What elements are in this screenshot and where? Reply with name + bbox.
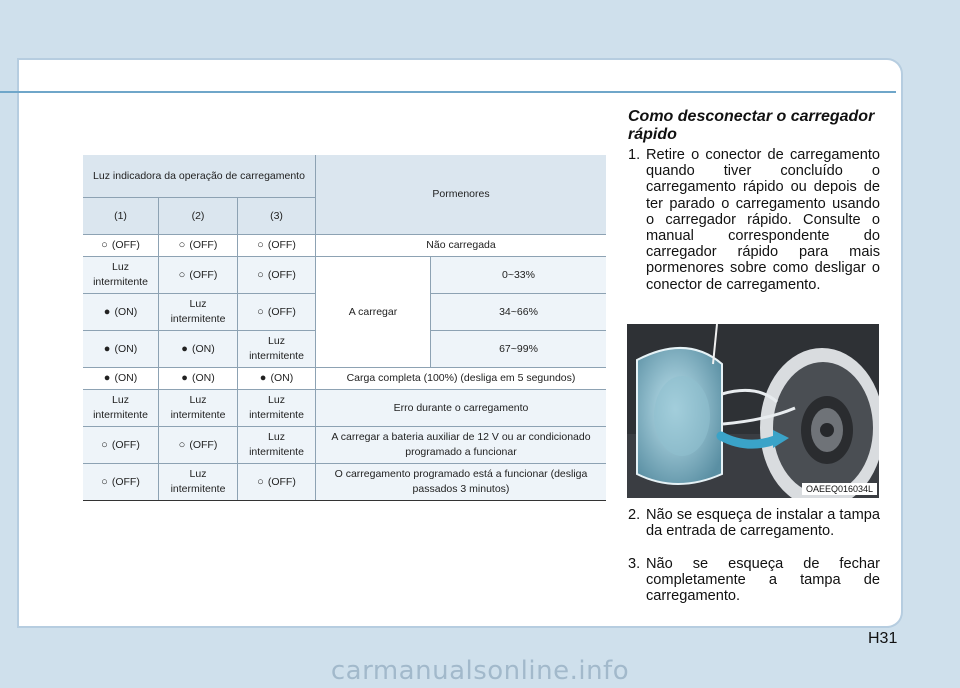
light-1-cell: Luz intermitente bbox=[83, 257, 159, 294]
light-3-cell: Luz intermitente bbox=[238, 390, 316, 427]
header-rule bbox=[0, 91, 896, 93]
step-text: Não se esqueça de fechar completamente a tampa de carregamento. bbox=[646, 556, 880, 605]
page-number: H31 bbox=[868, 630, 898, 647]
detail-cell: O carregamento programado está a funcionar (desliga passados 3 minutos) bbox=[316, 464, 607, 501]
light-1-cell: ○ (OFF) bbox=[83, 235, 159, 257]
detail-cell: 34~66% bbox=[431, 294, 607, 331]
step-text: Retire o conector de carregamento quando tiver concluído o carregamento rápido ou depois de ter parado o carregamento usando o carregador rápido. Consulte o manual correspondente do carregador rápido para mais pormenores sobre como desligar o conector de carregamento. bbox=[646, 147, 880, 293]
table-row bbox=[83, 257, 606, 294]
light-3-cell: Luz intermitente bbox=[238, 427, 316, 464]
watermark-text: carmanualsonline.info bbox=[330, 656, 630, 686]
step-number: 2. bbox=[628, 507, 641, 523]
table-header-group: Luz indicadora da operação de carregamento bbox=[83, 155, 316, 198]
light-1-cell: Luz intermitente bbox=[83, 390, 159, 427]
light-2-cell: ○ (OFF) bbox=[159, 427, 238, 464]
light-2-cell: ○ (OFF) bbox=[159, 257, 238, 294]
detail-cell: Erro durante o carregamento bbox=[316, 390, 607, 427]
light-3-cell: ○ (OFF) bbox=[238, 257, 316, 294]
step-1 bbox=[628, 147, 880, 293]
light-1-cell: ● (ON) bbox=[83, 294, 159, 331]
indicator-status-table bbox=[83, 155, 606, 501]
light-1-cell: ○ (OFF) bbox=[83, 464, 159, 501]
step-number: 3. bbox=[628, 556, 641, 572]
section-title: Como desconectar o carregador rápido bbox=[628, 108, 875, 143]
charging-status-cell: A carregar bbox=[316, 257, 431, 368]
light-2-cell: Luz intermitente bbox=[159, 464, 238, 501]
detail-cell: A carregar a bateria auxiliar de 12 V ou ar condicionado programado a funcionar bbox=[316, 427, 607, 464]
light-1-cell: ○ (OFF) bbox=[83, 427, 159, 464]
step-3 bbox=[628, 556, 880, 605]
step-2 bbox=[628, 507, 880, 539]
step-text: Não se esqueça de instalar a tampa da entrada de carregamento. bbox=[646, 507, 880, 540]
light-2-cell: Luz intermitente bbox=[159, 294, 238, 331]
table-header-details: Pormenores bbox=[316, 155, 607, 235]
detail-cell: Não carregada bbox=[316, 235, 607, 257]
illustration-graphic bbox=[627, 324, 879, 498]
light-2-cell: Luz intermitente bbox=[159, 390, 238, 427]
light-3-cell: ● (ON) bbox=[238, 368, 316, 390]
step-number: 1. bbox=[628, 147, 641, 163]
table-row bbox=[83, 390, 606, 427]
detail-cell: 0~33% bbox=[431, 257, 607, 294]
detail-cell: 67~99% bbox=[431, 331, 607, 368]
table-header-col-1: (1) bbox=[83, 198, 159, 235]
table-row bbox=[83, 368, 606, 390]
table-row bbox=[83, 427, 606, 464]
figure-code: OAEEQ016034L bbox=[802, 483, 877, 495]
table-row bbox=[83, 235, 606, 257]
light-3-cell: ○ (OFF) bbox=[238, 294, 316, 331]
light-2-cell: ● (ON) bbox=[159, 368, 238, 390]
table-row bbox=[83, 464, 606, 501]
light-3-cell: ○ (OFF) bbox=[238, 235, 316, 257]
light-3-cell: ○ (OFF) bbox=[238, 464, 316, 501]
table-header-col-3: (3) bbox=[238, 198, 316, 235]
detail-cell: Carga completa (100%) (desliga em 5 segundos) bbox=[316, 368, 607, 390]
table-header-col-2: (2) bbox=[159, 198, 238, 235]
light-1-cell: ● (ON) bbox=[83, 331, 159, 368]
light-3-cell: Luz intermitente bbox=[238, 331, 316, 368]
light-2-cell: ○ (OFF) bbox=[159, 235, 238, 257]
charging-port-illustration bbox=[627, 324, 879, 498]
light-1-cell: ● (ON) bbox=[83, 368, 159, 390]
light-2-cell: ● (ON) bbox=[159, 331, 238, 368]
